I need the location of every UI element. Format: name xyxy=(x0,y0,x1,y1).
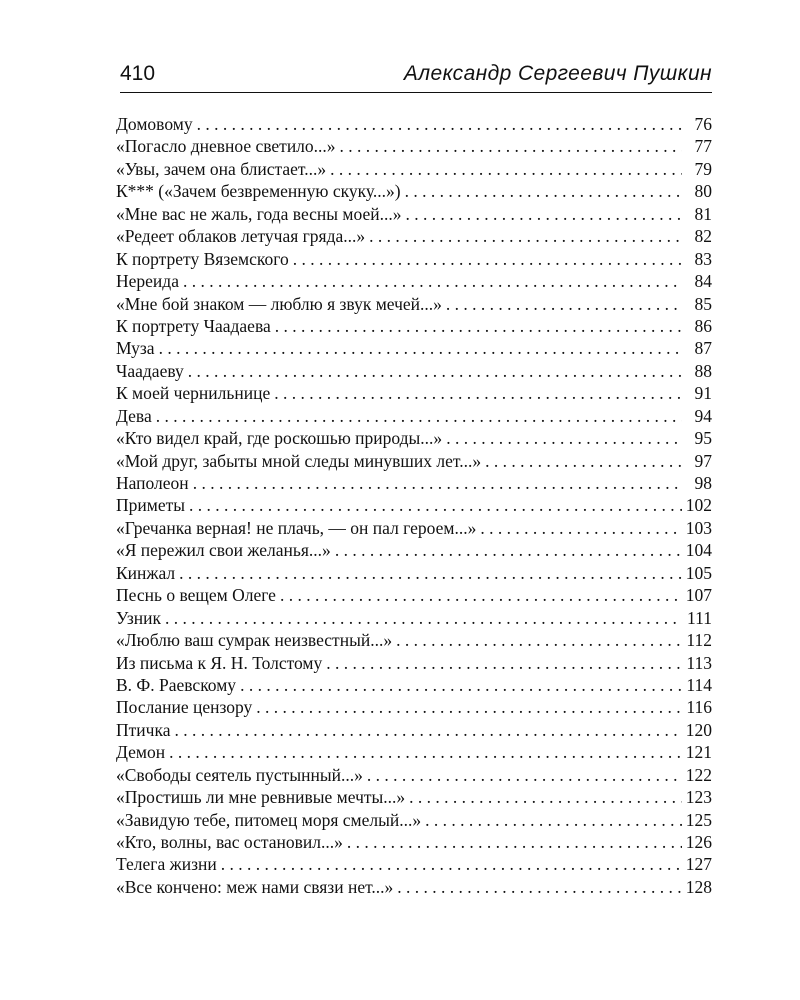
dot-leader xyxy=(405,180,682,202)
dot-leader xyxy=(335,539,682,561)
toc-entry-page: 125 xyxy=(685,809,712,830)
toc-entry-title: К портрету Чаадаева xyxy=(116,315,271,336)
toc-entry xyxy=(116,539,712,561)
toc-entry xyxy=(116,158,712,180)
toc-entry-page: 127 xyxy=(685,854,712,875)
toc-entry xyxy=(116,382,712,404)
toc-entry-title: Домовому xyxy=(116,114,193,134)
toc-entry-title: «Погасло дневное светило...» xyxy=(116,136,336,157)
dot-leader xyxy=(446,293,682,315)
toc-entry xyxy=(116,652,712,674)
dot-leader xyxy=(183,270,682,292)
dot-leader xyxy=(347,831,682,853)
toc-entry xyxy=(116,607,712,629)
toc-entry-page: 105 xyxy=(685,562,712,583)
toc-entry xyxy=(116,472,712,494)
toc-entry-title: К*** («Зачем безвременную скуку...») xyxy=(116,181,401,202)
toc-entry xyxy=(116,764,712,786)
toc-entry-page: 102 xyxy=(685,495,712,516)
toc-entry-title: К портрету Вяземского xyxy=(116,248,289,269)
dot-leader xyxy=(189,494,682,516)
toc-entry-title: Чаадаеву xyxy=(116,360,184,381)
toc-entry-page: 121 xyxy=(685,742,712,763)
toc-entry-page: 76 xyxy=(694,114,712,134)
dot-leader xyxy=(446,427,682,449)
toc-entry-title: В. Ф. Раевскому xyxy=(116,674,237,695)
toc-entry-title: Телега жизни xyxy=(116,854,217,875)
toc-entry xyxy=(116,113,712,135)
dot-leader xyxy=(240,674,682,696)
dot-leader xyxy=(275,315,682,337)
toc-entry-page: 97 xyxy=(694,450,712,471)
toc-entry-title: «Кто, волны, вас остановил...» xyxy=(116,832,343,852)
toc-entry xyxy=(116,248,712,270)
toc-entry-page: 112 xyxy=(686,630,712,651)
toc-entry-page: 116 xyxy=(686,697,712,718)
toc-entry xyxy=(116,629,712,651)
toc-entry xyxy=(116,719,712,741)
toc-entry-title: Муза xyxy=(116,338,155,359)
toc-entry-title: Наполеон xyxy=(116,473,189,493)
toc-entry xyxy=(116,494,712,516)
dot-leader xyxy=(409,786,682,808)
toc-entry xyxy=(116,562,712,584)
toc-entry xyxy=(116,741,712,763)
dot-leader xyxy=(221,853,682,875)
toc-entry-page: 107 xyxy=(685,585,712,606)
dot-leader xyxy=(369,225,682,247)
toc-entry-title: «Все кончено: меж нами связи нет...» xyxy=(116,876,394,897)
toc-entry-title: Приметы xyxy=(116,495,186,516)
toc-entry-page: 81 xyxy=(694,203,712,224)
toc-entry xyxy=(116,427,712,449)
toc-entry xyxy=(116,135,712,157)
dot-leader xyxy=(330,158,682,180)
toc-entry-page: 82 xyxy=(694,226,712,247)
toc-entry-title: «Мне бой знаком — люблю я звук мечей...» xyxy=(116,293,442,314)
toc-entry-title: Послание цензору xyxy=(116,697,253,718)
toc-entry-page: 126 xyxy=(685,832,712,852)
toc-entry-title: «Редеет облаков летучая гряда...» xyxy=(116,226,366,247)
dot-leader xyxy=(405,203,682,225)
toc-entry-title: Из письма к Я. Н. Толстому xyxy=(116,652,323,673)
toc-entry-page: 114 xyxy=(686,674,712,695)
toc-entry-page: 83 xyxy=(694,248,712,269)
toc-entry-page: 120 xyxy=(685,719,712,740)
toc-entry-page: 123 xyxy=(685,787,712,808)
toc-entry-title: «Завидую тебе, питомец моря смелый...» xyxy=(116,809,422,830)
toc-entry xyxy=(116,831,712,853)
dot-leader xyxy=(197,113,682,135)
toc-entry-page: 95 xyxy=(694,428,712,449)
toc-entry-title: «Мне вас не жаль, года весны моей...» xyxy=(116,203,402,224)
toc-entry-page: 85 xyxy=(694,293,712,314)
dot-leader xyxy=(397,876,681,898)
toc-entry-page: 84 xyxy=(694,271,712,292)
running-title: Александр Сергеевич Пушкин xyxy=(403,62,712,85)
toc-entry-title: «Люблю ваш сумрак неизвестный...» xyxy=(116,630,393,651)
toc-entry-page: 111 xyxy=(687,607,712,628)
toc-entry-page: 77 xyxy=(694,136,712,157)
dot-leader xyxy=(274,382,682,404)
toc-entry-page: 122 xyxy=(685,764,712,785)
dot-leader xyxy=(396,629,682,651)
toc-entry-page: 87 xyxy=(694,338,712,359)
page-number: 410 xyxy=(120,62,156,85)
toc-entry xyxy=(116,203,712,225)
dot-leader xyxy=(193,472,682,494)
toc-entry-page: 128 xyxy=(685,876,712,897)
toc-entry xyxy=(116,517,712,539)
toc-entry-title: «Увы, зачем она блистает...» xyxy=(116,158,327,179)
toc-entry-title: Кинжал xyxy=(116,562,176,583)
toc-entry-title: «Мой друг, забыты мной следы минувших лет...» xyxy=(116,450,482,471)
toc-entry-page: 91 xyxy=(694,383,712,404)
dot-leader xyxy=(480,517,681,539)
toc-entry-title: Птичка xyxy=(116,719,171,740)
dot-leader xyxy=(174,719,681,741)
dot-leader xyxy=(156,405,682,427)
toc-entry xyxy=(116,270,712,292)
toc-entry-title: Нереида xyxy=(116,271,179,292)
toc-entry-page: 88 xyxy=(694,360,712,381)
dot-leader xyxy=(367,764,682,786)
toc-entry-page: 79 xyxy=(694,158,712,179)
toc-entry-title: «Свободы сеятель пустынный...» xyxy=(116,764,363,785)
toc-entry-page: 94 xyxy=(694,405,712,426)
dot-leader xyxy=(159,337,682,359)
toc-entry xyxy=(116,809,712,831)
toc-entry-title: Дева xyxy=(116,405,152,426)
toc-entry-title: «Я пережил свои желанья...» xyxy=(116,540,331,561)
toc-entry xyxy=(116,180,712,202)
toc-entry-page: 98 xyxy=(694,473,712,493)
toc-entry-title: «Кто видел край, где роскошью природы...» xyxy=(116,428,443,449)
toc-entry-page: 113 xyxy=(686,652,712,673)
toc-entry xyxy=(116,584,712,606)
dot-leader xyxy=(280,584,682,606)
toc-entry xyxy=(116,293,712,315)
toc-entry-title: К моей чернильнице xyxy=(116,383,271,404)
toc-entry-title: Песнь о вещем Олеге xyxy=(116,585,276,606)
toc-entry xyxy=(116,337,712,359)
dot-leader xyxy=(179,562,682,584)
table-of-contents xyxy=(116,113,712,898)
toc-entry-page: 104 xyxy=(685,540,712,561)
toc-entry-title: «Гречанка верная! не плачь, — он пал героем...» xyxy=(116,517,477,538)
dot-leader xyxy=(293,248,682,270)
toc-entry-title: Демон xyxy=(116,742,166,763)
toc-entry xyxy=(116,315,712,337)
dot-leader xyxy=(425,809,682,831)
toc-entry xyxy=(116,853,712,875)
toc-entry-title: Узник xyxy=(116,607,161,628)
dot-leader xyxy=(485,450,682,472)
toc-entry xyxy=(116,674,712,696)
toc-entry xyxy=(116,225,712,247)
toc-entry xyxy=(116,786,712,808)
toc-entry xyxy=(116,405,712,427)
toc-entry xyxy=(116,450,712,472)
dot-leader xyxy=(256,696,682,718)
dot-leader xyxy=(169,741,682,763)
toc-entry xyxy=(116,360,712,382)
toc-entry-page: 86 xyxy=(694,315,712,336)
dot-leader xyxy=(188,360,682,382)
dot-leader xyxy=(165,607,682,629)
toc-entry xyxy=(116,696,712,718)
dot-leader xyxy=(340,135,682,157)
toc-entry xyxy=(116,876,712,898)
dot-leader xyxy=(326,652,682,674)
toc-entry-page: 103 xyxy=(685,517,712,538)
toc-entry-title: «Простишь ли мне ревнивые мечты...» xyxy=(116,787,406,808)
toc-entry-page: 80 xyxy=(694,181,712,202)
page-header xyxy=(120,62,712,93)
